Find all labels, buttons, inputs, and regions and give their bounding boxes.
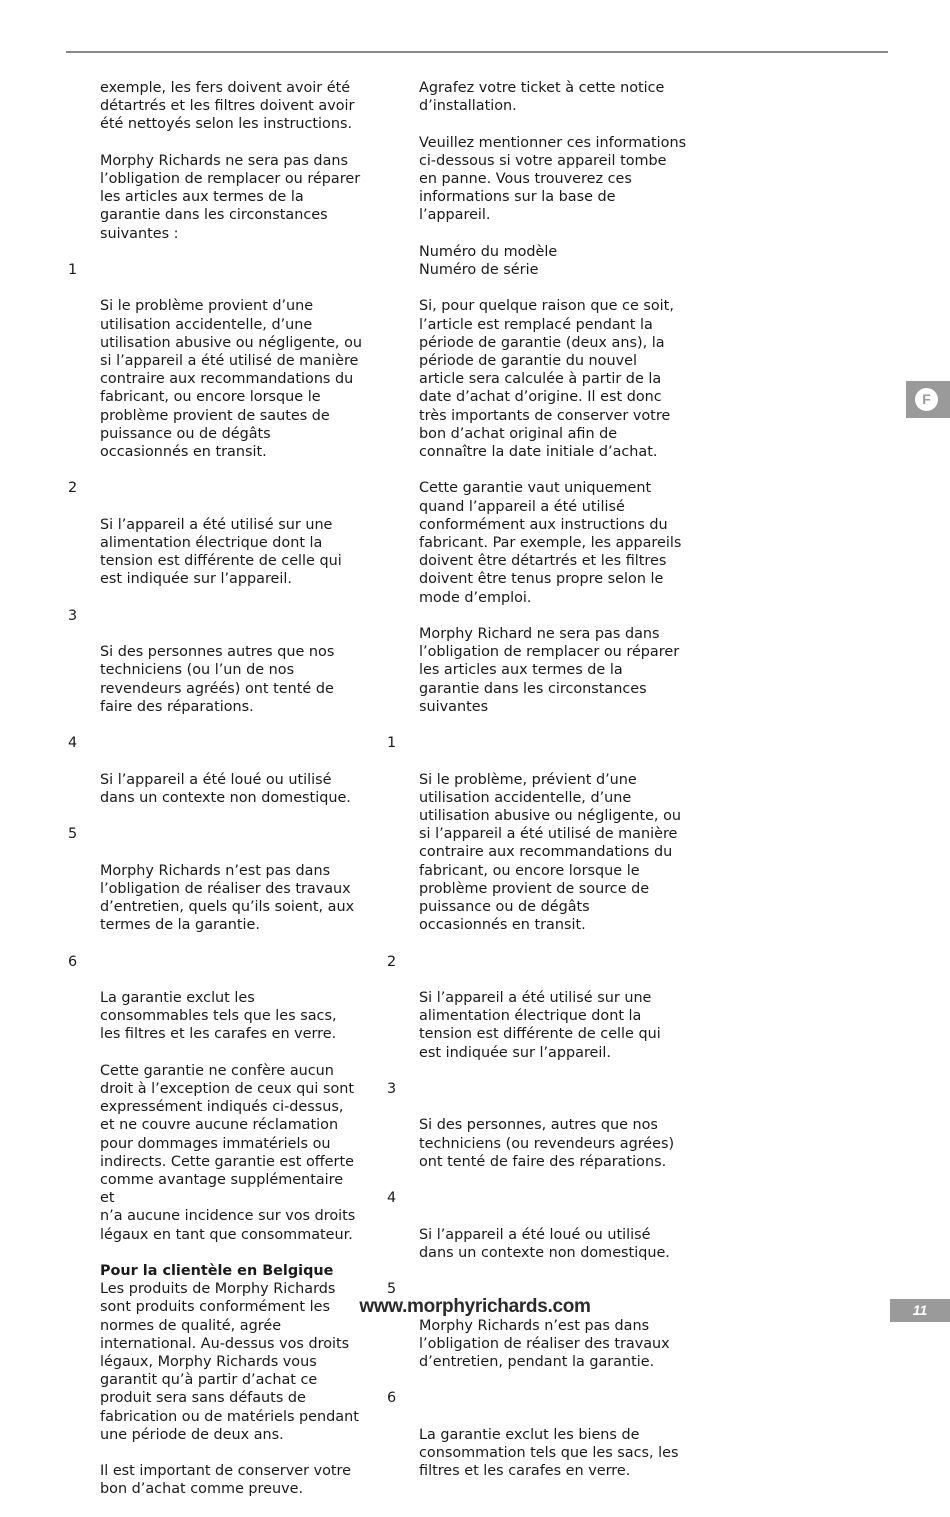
- paragraph: Morphy Richard ne sera pas dans l’obligation de remplacer ou réparer les articles aux termes de la garantie dans les circonstances suivantes: [419, 626, 680, 715]
- list-number: 4: [68, 735, 78, 752]
- language-tab-label: F: [915, 388, 938, 411]
- page-number: 11: [890, 1299, 950, 1322]
- list-number: 2: [68, 480, 78, 497]
- right-column: [387, 79, 687, 1499]
- list-text: La garantie exclut les biens de consommation tels que les sacs, les filtres et les carafes en verre.: [419, 1426, 679, 1480]
- list-number: 6: [387, 1390, 397, 1407]
- paragraph: Si, pour quelque raison que ce soit, l’article est remplacé pendant la période de garantie (deux ans), la période de garantie du nouvel article sera calculée à partir de la date d’achat d’origine. Il est donc très importants de conserver votre bon d’achat original afin de connaître la date initiale d’achat.: [419, 298, 674, 461]
- list-item: [68, 607, 362, 716]
- list-item: [68, 261, 363, 461]
- paragraph: Morphy Richards ne sera pas dans l’obligation de remplacer ou réparer les articles aux termes de la garantie dans les circonstances suivantes :: [100, 152, 361, 242]
- list-number: 2: [387, 953, 397, 970]
- list-text: Si le problème provient d’une utilisation accidentelle, d’une utilisation abusive ou négligente, ou si l’appareil a été utilisé de manière contraire aux recommandations du fabricant, ou encore lorsque le problème provient de sautes de puissance ou de dégâts occasionnés en transit.: [100, 298, 363, 461]
- paragraph: Veuillez mentionner ces informations ci-dessous si votre appareil tombe en panne. Vous trouverez ces informations sur la base de l’appareil.: [419, 134, 687, 224]
- list-number: 4: [387, 1190, 397, 1207]
- paragraph: Les produits de Morphy Richards sont produits conformément les normes de qualité, agrée international. Au-dessus vos droits légaux, Morphy Richards vous garantit qu’à partir d’achat ce produit sera sans défauts de fabrication ou de matériels pendant une période de deux ans.: [100, 1281, 359, 1443]
- list-item: [68, 953, 362, 1044]
- list-item: [68, 825, 362, 934]
- list-text: Morphy Richards n’est pas dans l’obligation de réaliser des travaux d’entretien, quels qu’ils soient, aux termes de la garantie.: [100, 862, 355, 934]
- list-number: 1: [387, 735, 397, 752]
- list-number: 3: [68, 607, 78, 624]
- list-text: Si l’appareil a été utilisé sur une alimentation électrique dont la tension est différente de celle qui est indiquée sur l’appareil.: [419, 990, 661, 1061]
- list-item: [387, 953, 687, 1062]
- list-item: [68, 734, 362, 807]
- list-text: Si le problème, prévient d’une utilisation accidentelle, d’une utilisation abusive ou négligente, ou si l’appareil a été utilisé de manière contraire aux recommandations du fabricant, ou encore lorsque le problème provient de source de puissance ou de dégâts occasionnés en transit.: [419, 771, 682, 934]
- list-text: Si l’appareil a été utilisé sur une alimentation électrique dont la tension est différente de celle qui est indiquée sur l’appareil.: [100, 516, 342, 588]
- footer-url: www.morphyrichards.com: [359, 1296, 591, 1317]
- list-text: Morphy Richards n’est pas dans l’obligation de réaliser des travaux d’entretien, pendant la garantie.: [419, 1317, 670, 1371]
- list-text: Si l’appareil a été loué ou utilisé dans un contexte non domestique.: [419, 1226, 670, 1261]
- list-number: 5: [68, 826, 78, 843]
- paragraph: Cette garantie ne confère aucun droit à l’exception de ceux qui sont expressément indiqués ci-dessus, et ne couvre aucune réclamation pour dommages immatériels ou indirects. Cette garantie est offerte comme avantage supplémentaire et n’a aucune incidence sur vos droits légaux en tant que consommateur.: [100, 1062, 356, 1243]
- paragraph: Agrafez votre ticket à cette notice d’installation.: [419, 80, 665, 115]
- list-item: [387, 1280, 687, 1371]
- list-number: 6: [68, 953, 78, 970]
- top-rule: [66, 51, 888, 53]
- section-heading: Pour la clientèle en Belgique: [100, 1263, 334, 1280]
- list-item: [387, 734, 687, 934]
- paragraph: Il est important de conserver votre bon d’achat comme preuve.: [100, 1463, 351, 1498]
- list-item: [387, 1389, 687, 1480]
- list-text: Si l’appareil a été loué ou utilisé dans un contexte non domestique.: [100, 771, 351, 806]
- paragraph: exemple, les fers doivent avoir été détartrés et les filtres doivent avoir été nettoyés selon les instructions.: [100, 80, 355, 133]
- list-text: Si des personnes autres que nos techniciens (ou l’un de nos revendeurs agréés) ont tenté de faire des réparations.: [100, 644, 335, 715]
- list-number: 3: [387, 1081, 397, 1098]
- paragraph: Numéro du modèle Numéro de série: [419, 243, 558, 278]
- list-text: La garantie exclut les consommables tels que les sacs, les filtres et les carafes en verre.: [100, 990, 337, 1043]
- list-item: [387, 1080, 687, 1171]
- list-item: [68, 479, 362, 588]
- paragraph: Cette garantie vaut uniquement quand l’appareil a été utilisé conformément aux instructions du fabricant. Par exemple, les appareils doivent être détartrés et les filtres doivent être tenus propre selon le mode d’emploi.: [419, 480, 682, 606]
- list-number: 1: [68, 262, 78, 278]
- list-number: 5: [387, 1281, 397, 1298]
- list-item: [387, 1189, 687, 1262]
- language-tab: [906, 381, 950, 418]
- belgium-section: [100, 1262, 362, 1444]
- list-text: Si des personnes, autres que nos techniciens (ou revendeurs agrées) ont tenté de faire des réparations.: [419, 1117, 675, 1170]
